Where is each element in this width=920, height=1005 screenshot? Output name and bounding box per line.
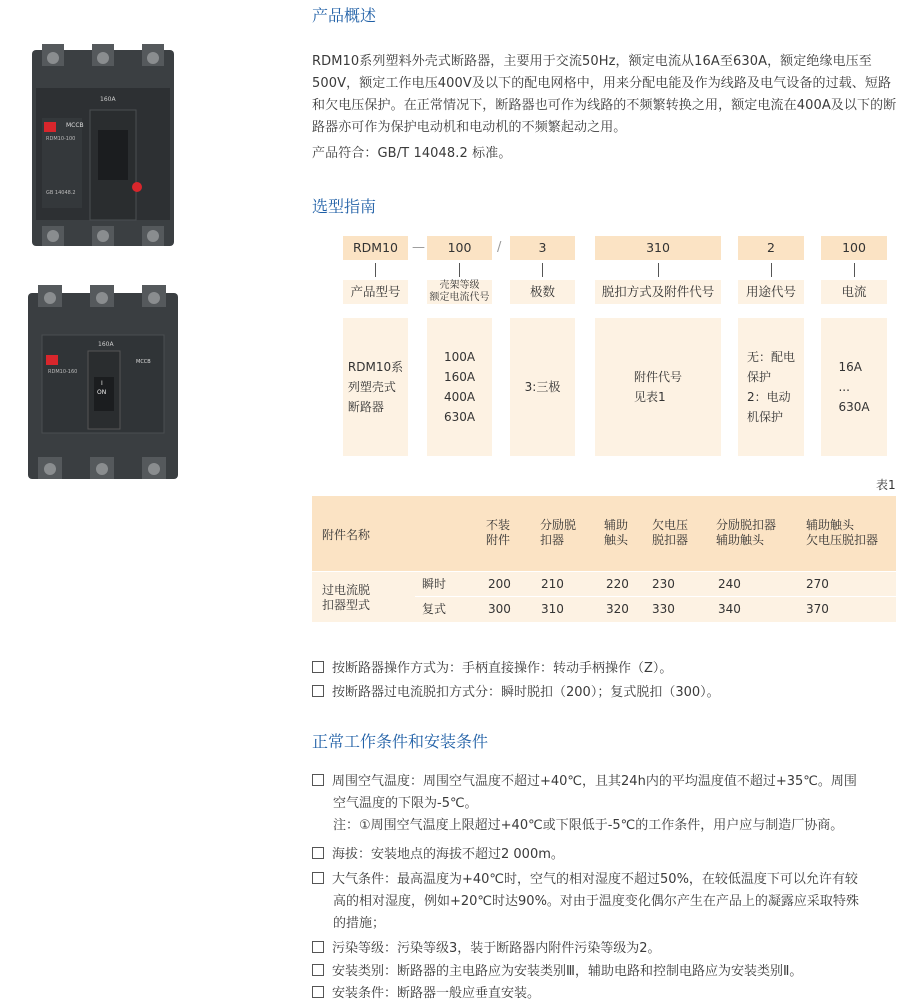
option-item [312, 658, 902, 680]
table-cell: 340 [718, 602, 741, 616]
header-line: 辅助触头 [806, 518, 855, 532]
condition-line: 安装类别：断路器的主电路应为安装类别Ⅲ，辅助电路和控制电路应为安装类别Ⅱ。 [332, 964, 803, 979]
table-caption: 表1 [876, 478, 896, 492]
overview-heading: 产品概述 [312, 6, 377, 25]
code-poles: 3 [510, 236, 575, 260]
table-header-col [716, 518, 776, 548]
breaker-top-model: RDM10-100 [46, 136, 76, 142]
header-line: 欠电压 [652, 518, 689, 532]
breaker-bottom-switch-on: ON [97, 389, 107, 396]
header-line: 辅助触头 [716, 533, 765, 547]
checkbox-icon [312, 872, 324, 884]
header-line: 不装 [486, 518, 511, 532]
code-separator-slash: / [497, 240, 502, 255]
table-row-label: 复式 [422, 602, 447, 616]
condition-item [312, 938, 902, 960]
table-cell: 230 [652, 577, 675, 591]
table-header-col [604, 518, 628, 548]
checkbox-icon [312, 661, 324, 673]
code-model: RDM10 [343, 236, 408, 260]
desc-line: 3:三极 [524, 380, 561, 394]
condition-line: 的措施； [333, 916, 386, 931]
desc-line: 2：电动 [746, 390, 791, 404]
breaker-bottom-switch-off: I [101, 380, 103, 387]
condition-line: 高的相对湿度，例如+20℃时达90%。对由于温度变化偶尔产生在产品上的凝露应采取特殊 [333, 894, 859, 909]
table-cell: 210 [541, 577, 564, 591]
desc-line: ... [838, 380, 850, 394]
table-cell: 330 [652, 602, 675, 616]
table-cell: 200 [488, 577, 511, 591]
desc-frame [427, 318, 492, 456]
checkbox-icon [312, 774, 324, 786]
overview-standard: 产品符合：GB/T 14048.2 标准。 [312, 146, 512, 161]
table-cell: 370 [806, 602, 829, 616]
desc-line: 机保护 [746, 410, 783, 424]
header-line: 触头 [604, 533, 629, 547]
conditions-heading: 正常工作条件和安装条件 [312, 732, 489, 751]
condition-item [312, 771, 902, 837]
selection-heading: 选型指南 [312, 197, 377, 216]
label-accessory: 脱扣方式及附件代号 [595, 280, 721, 304]
label-frame-line2: 额定电流代号 [429, 292, 490, 303]
checkbox-icon [312, 986, 324, 998]
condition-line: 海拔：安装地点的海拔不超过2 000m。 [332, 847, 564, 862]
table-row-group [322, 583, 370, 613]
overview-paragraph: RDM10系列塑料外壳式断路器，主要用于交流50Hz，额定电流从16A至630A，额定绝缘电压至500V，额定工作电压400V及以下的配电网格中，用来分配电能及作为线路及电气设备的过载、短路和欠电压保护。在正常情况下，断路器也可作为线路的不频繁转换之用，额定电流在400A及以下的断路器亦可作为保护电动机和电动机的不频繁起动之用。 [312, 54, 897, 135]
condition-item [312, 869, 902, 935]
table-header-col [540, 518, 576, 548]
table-cell: 300 [488, 602, 511, 616]
code-separator-dash: — [412, 240, 425, 255]
table-cell: 220 [606, 577, 629, 591]
breaker-image-top [28, 44, 178, 252]
breaker-top-standard: GB 14048.2 [46, 190, 76, 196]
row-group-line: 扣器型式 [322, 598, 371, 612]
desc-poles [510, 318, 575, 456]
desc-usage [738, 318, 804, 456]
breaker-top-rating: 160A [100, 96, 116, 103]
desc-line: 630A [838, 400, 870, 414]
code-current: 100 [821, 236, 887, 260]
option-item [312, 682, 902, 704]
desc-line: 160A [443, 370, 476, 384]
header-line: 脱扣器 [652, 533, 689, 547]
code-usage: 2 [738, 236, 804, 260]
code-accessory: 310 [595, 236, 721, 260]
condition-item [312, 961, 902, 983]
desc-line: 见表1 [633, 390, 666, 404]
table-cell: 310 [541, 602, 564, 616]
header-line: 扣器 [540, 533, 565, 547]
label-frame-line1: 壳架等级 [439, 280, 480, 291]
code-frame: 100 [427, 236, 492, 260]
label-model: 产品型号 [343, 280, 408, 304]
condition-line: 空气温度的下限为-5℃。 [333, 796, 478, 811]
breaker-bottom-rating: 160A [98, 341, 114, 348]
option-text: 按断路器过电流脱扣方式分：瞬时脱扣（200）；复式脱扣（300）。 [332, 685, 720, 700]
table-header-col [652, 518, 688, 548]
label-frame [427, 280, 492, 304]
header-line: 欠电压脱扣器 [806, 533, 879, 547]
condition-line: 大气条件：最高温度为+40℃时，空气的相对湿度不超过50%，在较低温度下可以允许有较 [332, 872, 858, 887]
desc-line: 630A [443, 410, 476, 424]
label-current: 电流 [821, 280, 887, 304]
table-header-first: 附件名称 [322, 528, 371, 542]
desc-model [343, 318, 408, 456]
connector-line [854, 263, 855, 277]
checkbox-icon [312, 964, 324, 976]
table-cell: 240 [718, 577, 741, 591]
checkbox-icon [312, 847, 324, 859]
header-line: 分励脱扣器 [716, 518, 777, 532]
header-line: 分励脱 [540, 518, 577, 532]
breaker-bottom-model: RDM10-160 [48, 369, 78, 375]
breaker-bottom-brand: MCCB [136, 359, 151, 365]
table-header-col [806, 518, 878, 548]
table-cell: 320 [606, 602, 629, 616]
header-line: 辅助 [604, 518, 629, 532]
connector-line [771, 263, 772, 277]
desc-line: 附件代号 [633, 370, 682, 384]
desc-current [821, 318, 887, 456]
connector-line [459, 263, 460, 277]
condition-line: 周围空气温度：周围空气温度不超过+40℃，且其24h内的平均温度值不超过+35℃。周围 [332, 774, 857, 789]
table-row-label: 瞬时 [422, 577, 447, 591]
option-text: 按断路器操作方式为：手柄直接操作：转动手柄操作（Z）。 [332, 661, 673, 676]
desc-line: 无：配电 [746, 350, 795, 364]
desc-line: 列塑壳式 [347, 380, 396, 394]
desc-line: 16A [838, 360, 862, 374]
checkbox-icon [312, 685, 324, 697]
desc-line: RDM10系 [347, 360, 404, 374]
condition-note: 注：①周围空气温度上限超过+40℃或下限低于-5℃的工作条件，用户应与制造厂协商。 [333, 818, 844, 833]
desc-accessory [595, 318, 721, 456]
label-usage: 用途代号 [738, 280, 804, 304]
condition-line: 污染等级：污染等级3，装于断路器内附件污染等级为2。 [332, 941, 661, 956]
condition-item [312, 983, 902, 1005]
condition-item [312, 844, 902, 866]
connector-line [658, 263, 659, 277]
table-cell: 270 [806, 577, 829, 591]
connector-line [375, 263, 376, 277]
table-header-col [486, 518, 510, 548]
desc-line: 保护 [746, 370, 771, 384]
checkbox-icon [312, 941, 324, 953]
table-divider [415, 596, 896, 597]
desc-line: 断路器 [347, 400, 384, 414]
breaker-image-bottom [24, 285, 182, 483]
desc-line: 100A [443, 350, 476, 364]
label-poles: 极数 [510, 280, 575, 304]
breaker-top-brand: MCCB [66, 122, 84, 129]
desc-line: 400A [443, 390, 476, 404]
connector-line [542, 263, 543, 277]
row-group-line: 过电流脱 [322, 583, 371, 597]
condition-line: 安装条件：断路器一般应垂直安装。 [332, 986, 541, 1001]
header-line: 附件 [486, 533, 511, 547]
